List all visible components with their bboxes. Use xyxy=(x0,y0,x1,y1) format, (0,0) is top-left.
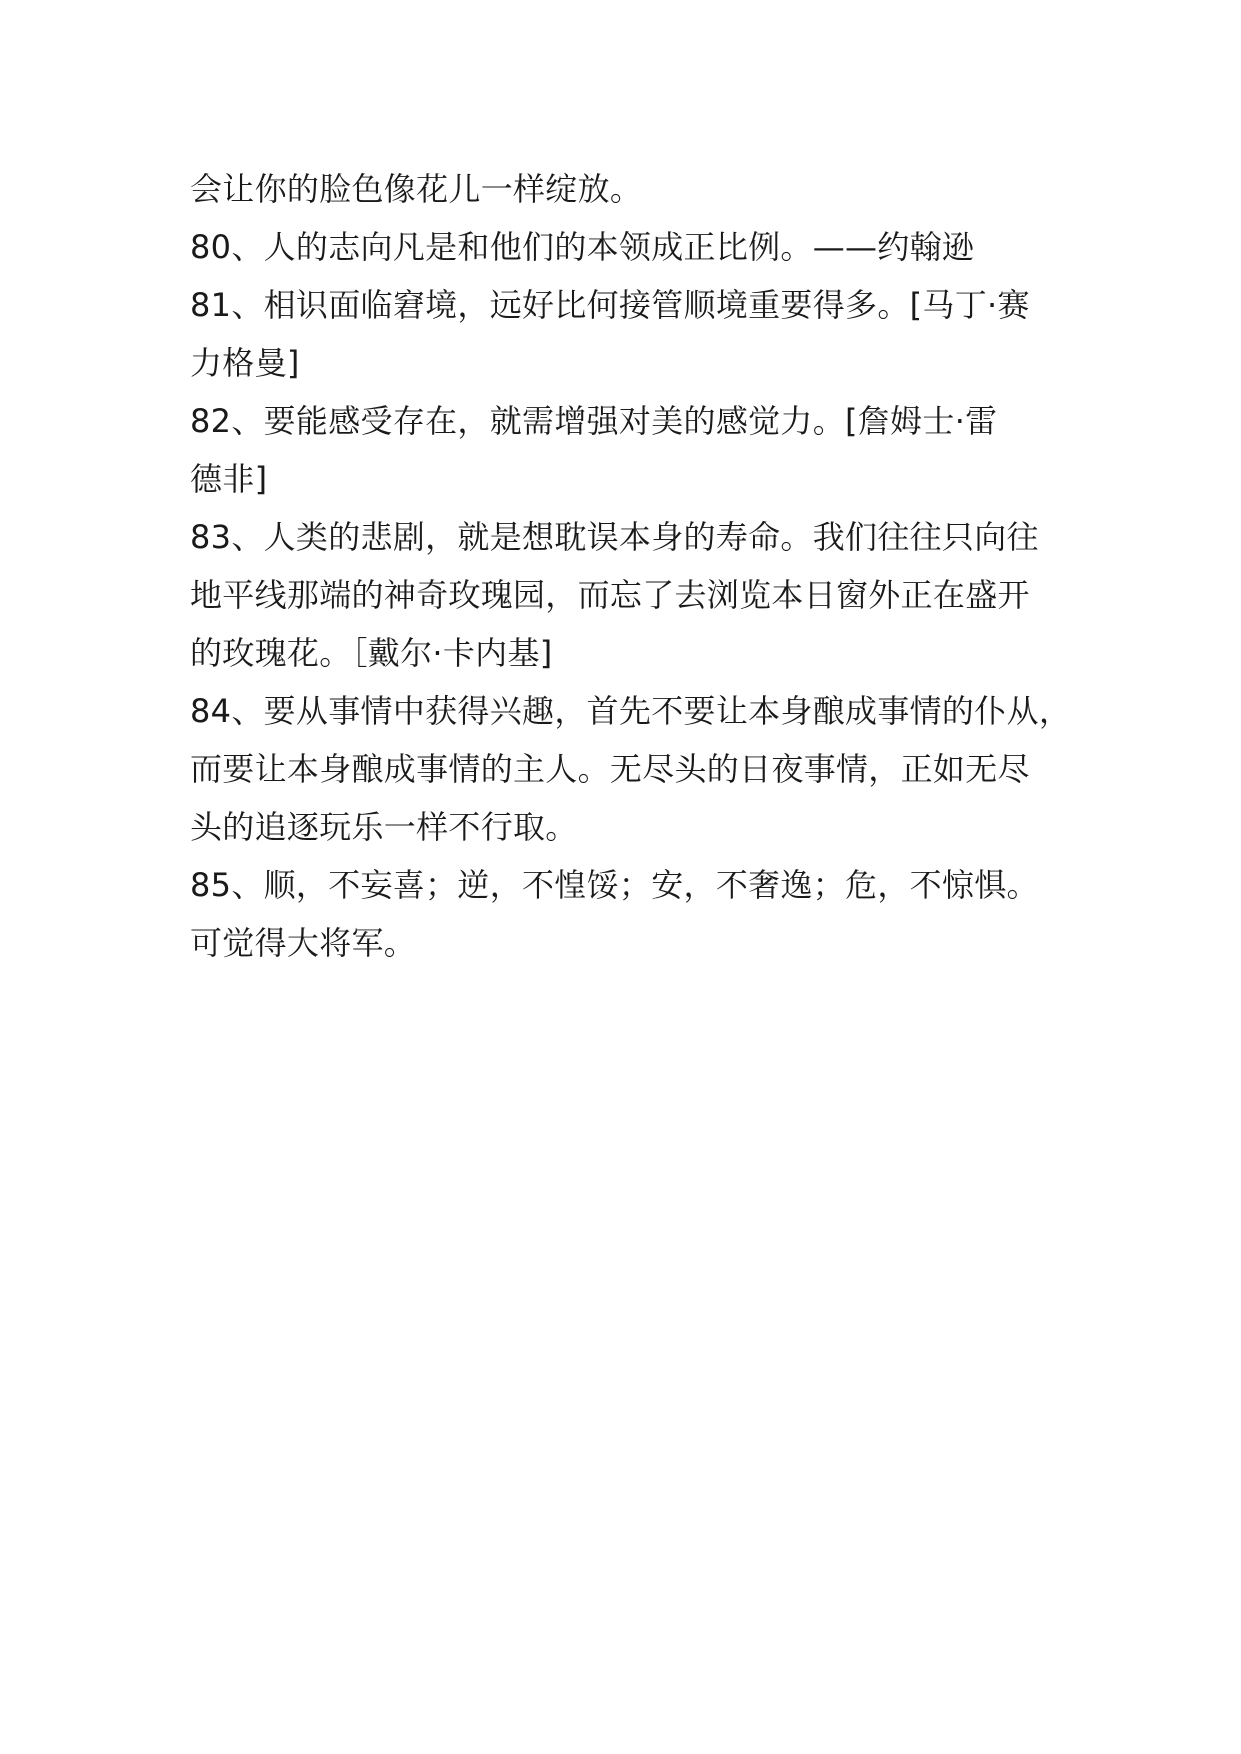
text-line: 头的追逐玩乐一样不行取。 xyxy=(190,808,578,846)
text-line: 地平线那端的神奇玫瑰园，而忘了去浏览本日窗外正在盛开 xyxy=(190,576,1030,614)
text-line: 德非] xyxy=(190,460,268,498)
text-line: 而要让本身酿成事情的主人。无尽头的日夜事情，正如无尽 xyxy=(190,750,1030,788)
quote-85: 85、顺，不妄喜；逆，不惶馁；安，不奢逸；危，不惊惧。 xyxy=(190,866,1039,904)
text-line: 会让你的脸色像花儿一样绽放。 xyxy=(190,170,643,208)
text-line: 可觉得大将军。 xyxy=(190,924,417,962)
text-line: 的玫瑰花。［戴尔·卡内基] xyxy=(190,634,553,672)
quote-84: 84、要从事情中获得兴趣，首先不要让本身酿成事情的仆从， xyxy=(190,692,1072,730)
quote-83: 83、人类的悲剧，就是想耽误本身的寿命。我们往往只向往 xyxy=(190,518,1039,556)
text-line: 力格曼] xyxy=(190,344,300,382)
quote-80: 80、人的志向凡是和他们的本领成正比例。——约翰逊 xyxy=(190,228,975,266)
quote-82: 82、要能感受存在，就需增强对美的感觉力。[詹姆士·雷 xyxy=(190,402,998,440)
document-body xyxy=(190,160,1090,972)
quote-81: 81、相识面临窘境，远好比何接管顺境重要得多。[马丁·赛 xyxy=(190,286,1030,324)
